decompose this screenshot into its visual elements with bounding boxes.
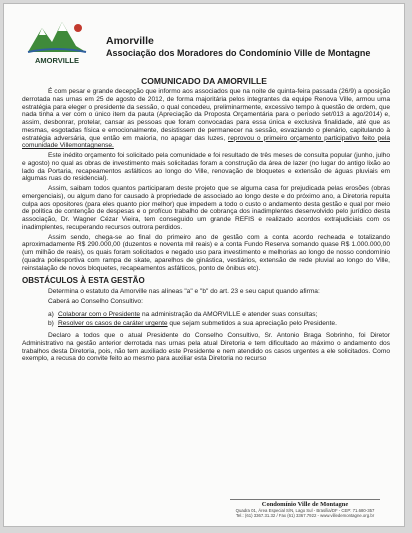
paragraph: Determina o estatuto da Amorville nas alíneas "a" e "b" do art. 23 e seu caput quando afirma: [48, 288, 320, 295]
paragraph: Declaro a todos que o atual Presidente do Conselho Consultivo, Sr. Antonio Braga Sobrinho, foi Diretor Administrativo na gestão anterior derrotada nas urnas pela atual Diretoria e tem dificultado ao máximo o andamento dos trabalhos desta Diretoria, pois, não tem auxiliado este Presidente e nem atendido os casos urgentes a ele solicitados. Como exemplo, a recusa do convite feito ao mesmo para auxiliar esta Diretoria no recurso [22, 332, 390, 363]
footer-contact: Tel.: (61) 3367.31.32 / Fax (61) 3367.7922 - www.villedemontagne.org.br [235, 513, 375, 518]
paragraph: Caberá ao Conselho Consultivo: [48, 297, 143, 305]
list-item-number: a) [48, 310, 54, 318]
amorville-logo [22, 18, 92, 68]
footer-org: Condomínio Ville de Montagne [261, 501, 349, 508]
document-title: COMUNICADO DA AMORVILLE [141, 76, 267, 86]
letterhead [22, 18, 392, 68]
underlined-text: reprovou o primeiro orçamento participativo feito pela comunidade Villemontagnense. [22, 134, 390, 150]
paragraph: Assim, saibam todos quantos participaram deste projeto que se alguma casa for prejudicada pelas erosões (obras emergenciais), ou algum dano for causado à propriedade de associado ao longo deste e do próximo ano, a Diretoria repuita culpa aos opositores (para eles quanto pior melhor) que impedem a todo o custo o andamento desta gestão e qual por meio de política de contenção de despesas e o profícuo trabalho de cobrança dos inadimplentes desenvolvido pelo jurídico desta associação, Dr. Wagner Cézar Vieira, tem conseguido um grande REFIS e realizado acordos extrajudiciais com os inadimplentes, recuperando recursos outrora perdidos. [22, 185, 390, 231]
list-item: b) Resolver os casos de caráter urgente que sejam submetidos a sua apreciação pelo Presidente. [48, 320, 337, 328]
section-title: OBSTÁCULOS À ESTA GESTÃO [22, 276, 145, 286]
document-page [3, 3, 405, 527]
underlined-text: Colaborar com o Presidente [58, 310, 141, 318]
footer-divider [230, 499, 380, 500]
paragraph: Assim sendo, chega-se ao final do primeiro ano de gestão com a conta acordo recheada e totalizando aproximadamente R$ 290.000,00 (duzentos e noventa mil reais) e a conta Fundo Reserva somando quase R$ 1.000.000,00 (um milhão de reais), os quais foram solicitados e negado uso para investimento e melhorias ao longo de nosso condomínio (quadra poliesportiva com rampa de skate, aparelhos de ginástica, vestiários, extensão de rede pluvial ao longo do Ville, reinstalação de novos bloquetes, recapeamentos asfálticos, ponto de ônibus etc). [22, 233, 390, 272]
paragraph: É com pesar e grande decepção que informo aos associados que na noite de quinta-feira passada (26/9) a oposição derrotada nas urnas em 25 de agosto de 2012, de forma majoritária pelos integrantes da equipe Renova Ville, armou uma estratégia para eleger o presidente da sessão, o qual concedeu, preliminarmente, excessivo tempo à questão de ordem, que nada tinha a ver com o único item da pauta (Apreciação da Proposta Orçamentária para o período set/013 a ago/2014) e, assim, desbonrar, protelar, cansar as pessoas que foram convocadas para essa única e exclusiva finalidade, até que as mesmas, esgotadas física e emocionalmente, desistissem de permanecer na sessão, esvaziando o plenário, capitulando à estratégia adversária, que então em maioria, no apagar das luzes, reprovou o primeiro orçamento participativo feito pela comunidade Villemontagnense. [22, 88, 390, 150]
list-item-number: b) [48, 320, 54, 328]
footer-address: Quadra 01, Área Especial S/N, Lago Sul - Brasília/DF - CEP: 71.680-357 [235, 508, 375, 513]
underlined-text: Resolver os casos de caráter urgente [58, 320, 168, 328]
footer [220, 499, 390, 518]
paragraph: Este inédito orçamento foi solicitado pela comunidade e foi resultado de três meses de consulta popular (junho, julho e agosto) no qual as obras de investimento mais solicitadas foram a construção da área de lazer (no lugar do antigo lixão ao lado da Portaria, recapeamentos asfálticos ao longo do Ville, renovação de bloquetes e extensão de águas pluviais em algumas ruas do residencial). [22, 152, 390, 183]
org-name: Amorville [106, 35, 154, 47]
org-subtitle: Associação dos Moradores do Condomínio Ville de Montagne [106, 48, 371, 58]
document-body [22, 88, 390, 365]
svg-text:AMORVILLE: AMORVILLE [34, 56, 80, 65]
list-item: a) Colaborar com o Presidente na administração da AMORVILLE e atender suas consultas; [48, 310, 318, 318]
